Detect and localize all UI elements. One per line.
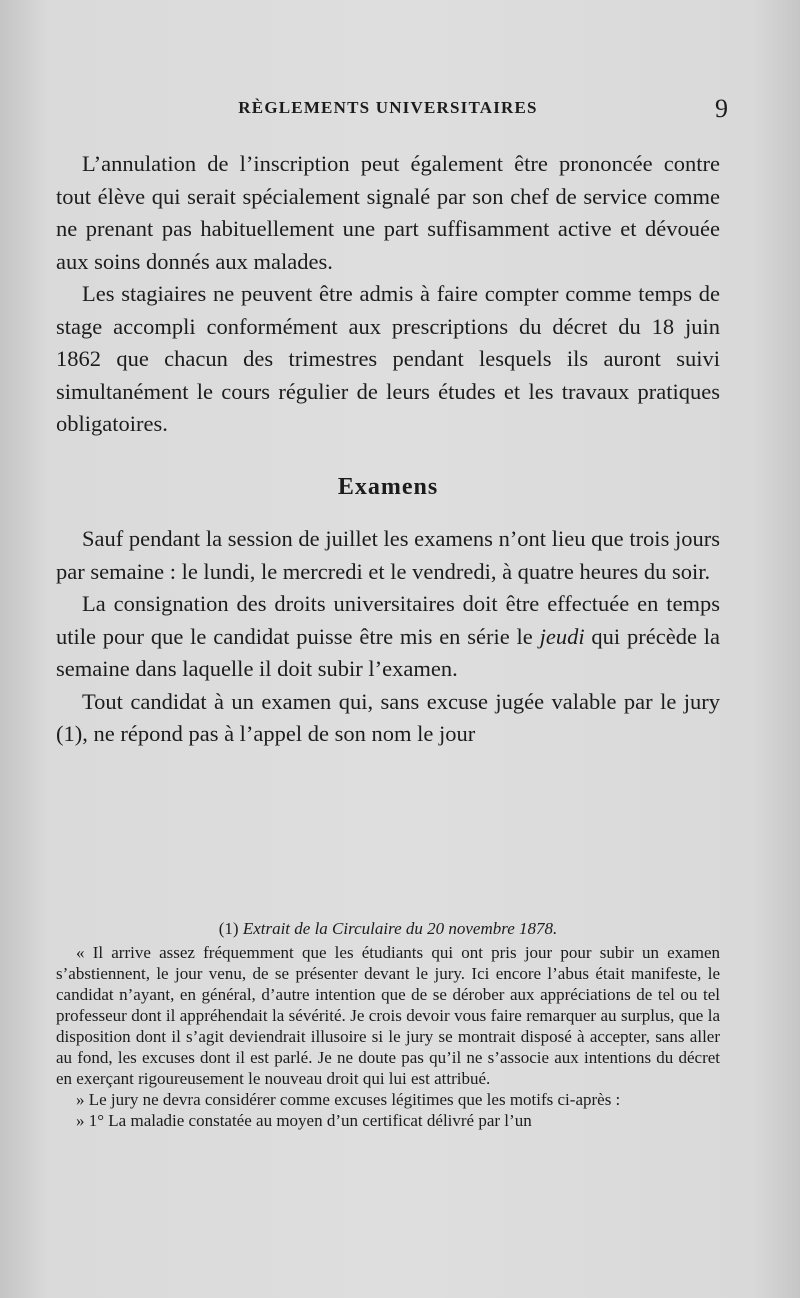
paragraph: Sauf pendant la session de juillet les examens n’ont lieu que trois jours par semaine : le lundi, le mercredi et le vendredi, à quatre heures du soir. bbox=[56, 526, 720, 584]
footnote-paragraph: » 1° La maladie constatée au moyen d’un certificat délivré par l’un bbox=[76, 1111, 532, 1130]
page-header bbox=[56, 94, 728, 128]
paragraph-text: qui précède la semaine dans laquelle il doit subir l’examen. bbox=[56, 623, 720, 681]
footnote-title: Extrait de la Circulaire du 20 novembre 1878. bbox=[242, 919, 558, 938]
paragraph-text: La consignation des droits universitaires doit être effectuée en temps utile pour que le candidat puisse être mis en série le bbox=[56, 591, 720, 649]
footnote-paragraph: » Le jury ne devra considérer comme excuses légitimes que les motifs ci-après : bbox=[76, 1090, 621, 1109]
paragraph: Tout candidat à un examen qui, sans excuse jugée valable par le jury (1), ne répond pas à l’appel de son nom le jour bbox=[56, 688, 720, 746]
paragraph bbox=[56, 588, 720, 686]
footnote-heading bbox=[56, 918, 720, 939]
running-title: RÈGLEMENTS UNIVERSITAIRES bbox=[238, 98, 538, 117]
page-number: 9 bbox=[715, 94, 728, 123]
section-title: Examens bbox=[337, 473, 439, 500]
paragraph: Les stagiaires ne peuvent être admis à faire compter comme temps de stage accompli conformément aux prescriptions du décret du 18 juin 1862 que chacun des trimestres pendant lesquels ils auront suivi simultanément le cours régulier de leurs études et les travaux pratiques obligatoires. bbox=[56, 281, 720, 436]
footnote bbox=[56, 918, 720, 1131]
footnote-marker: (1) bbox=[218, 919, 243, 938]
footnote-paragraph: « Il arrive assez fréquemment que les étudiants qui ont pris jour pour subir un examen s’abstiennent, le jour venu, de se présenter devant le jury. Ici encore l’abus était manifeste, le candidat n’ayant, en général, d’autre intention que de se dérober aux appréciations de tel ou tel professeur dont il appréhendait la sévérité. Je crois devoir vous faire remarquer au surplus, que la disposition dont il s’agit deviendrait illusoire si le jury se montrait disposé à accepter, sans aller au fond, les excuses dont il est parlé. Je ne doute pas qu’il ne s’associe aux intentions du décret en exerçant rigoureusement le nouveau droit qui lui est attribué. bbox=[56, 943, 720, 1088]
paragraph: L’annulation de l’inscription peut également être prononcée contre tout élève qui serait spécialement signalé par son chef de service comme ne prenant pas habituellement une part suffisamment active et dévouée aux soins donnés aux malades. bbox=[56, 151, 720, 274]
italic-word: jeudi bbox=[539, 623, 585, 649]
main-text bbox=[56, 148, 720, 751]
